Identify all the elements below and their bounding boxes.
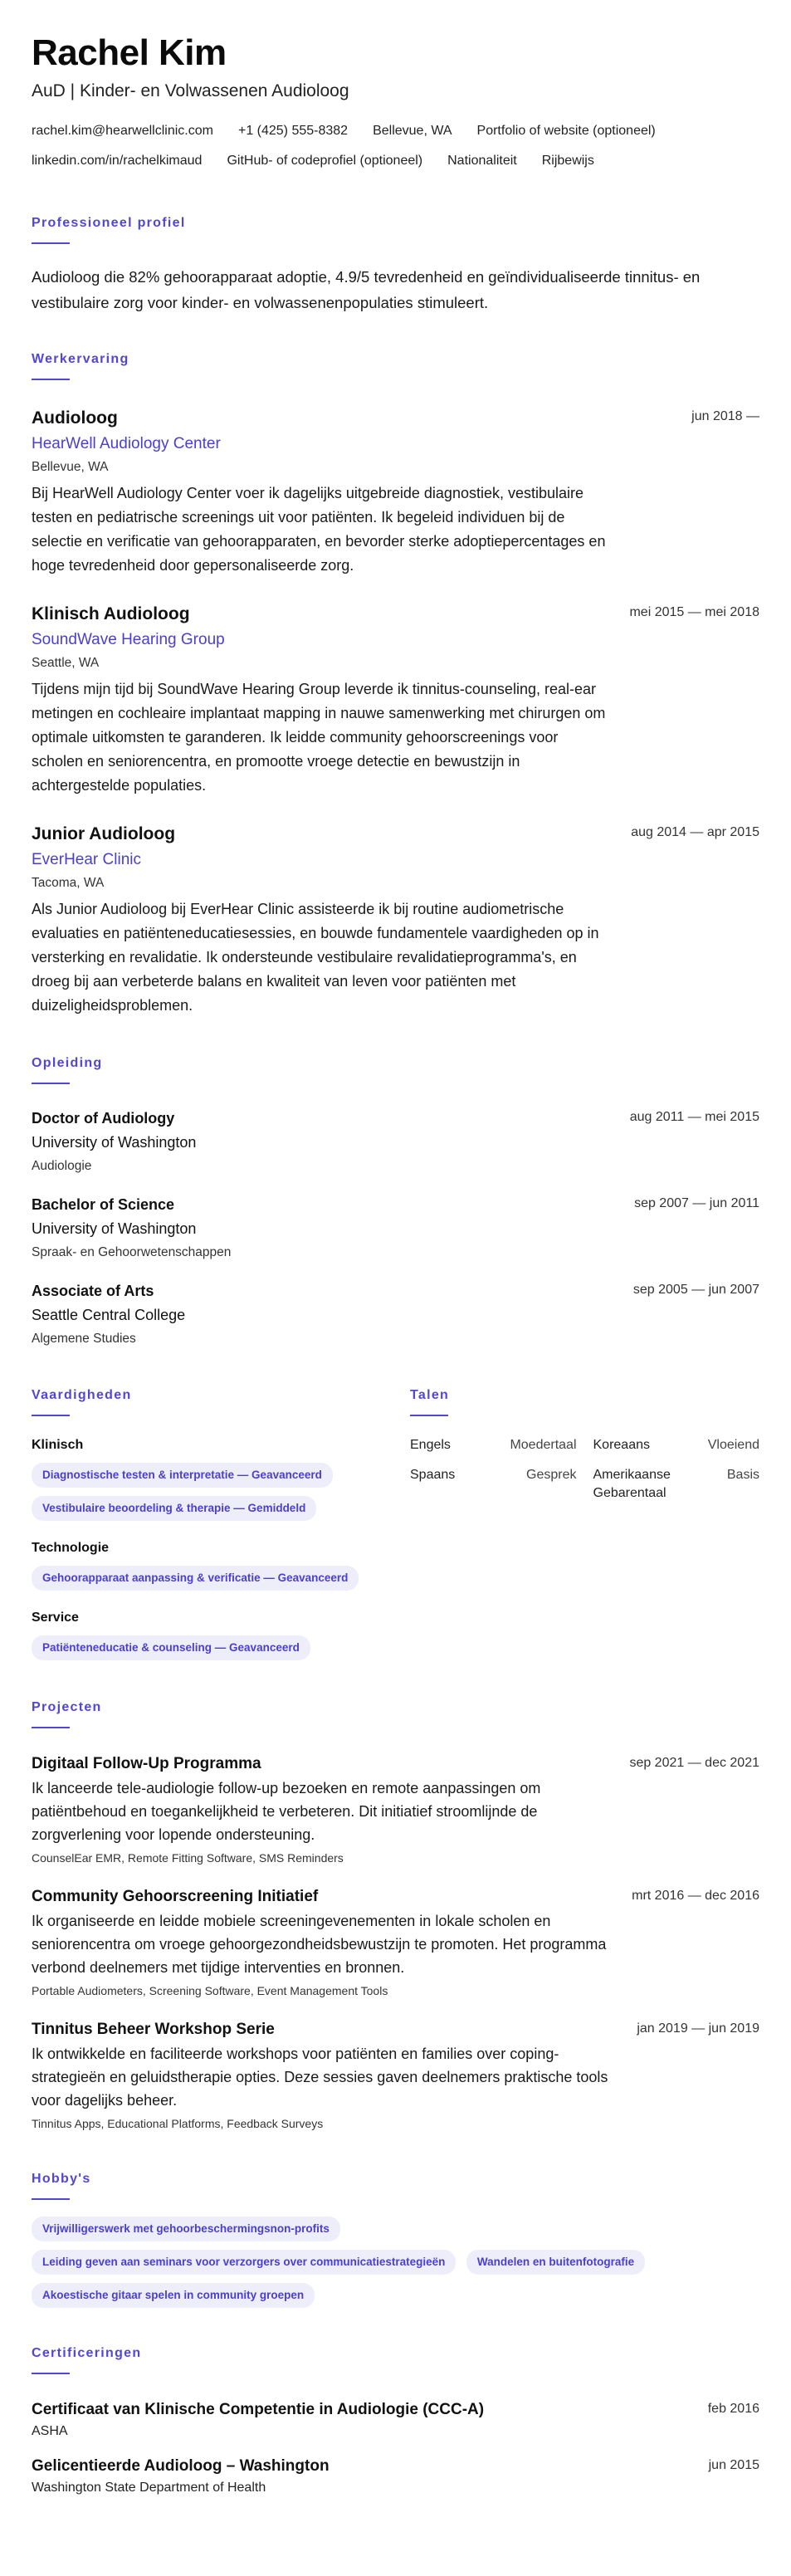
project-title: Tinnitus Beheer Workshop Serie xyxy=(32,2021,275,2038)
education-field: Spraak- en Gehoorwetenschappen xyxy=(32,1245,232,1259)
language-name: Koreaans xyxy=(593,1438,650,1452)
education-school: Seattle Central College xyxy=(32,1307,186,1323)
languages-section xyxy=(410,1386,759,1660)
education-dates: sep 2007 — jun 2011 xyxy=(634,1196,759,1210)
certification-date: feb 2016 xyxy=(707,2402,759,2416)
section-divider xyxy=(32,1727,70,1728)
education-entry xyxy=(32,1280,759,1348)
job-location: Tacoma, WA xyxy=(32,876,105,890)
certification-issuer: ASHA xyxy=(32,2424,68,2438)
skill-category-name: Service xyxy=(32,1611,79,1625)
language-name: Engels xyxy=(410,1438,451,1452)
project-entry xyxy=(32,1753,759,1866)
contact-location: Bellevue, WA xyxy=(373,124,452,138)
skill-chip: Diagnostische testen & interpretatie — Geavanceerd xyxy=(32,1463,333,1488)
education-school: University of Washington xyxy=(32,1134,197,1151)
job-description: Tijdens mijn tijd bij SoundWave Hearing Group leverde ik tinnitus-counseling, real-ear metingen en cochleaire implantaat mapping in nauwe samenwerking met chirurgen om optimale uitkomsten te garanderen. Ik leidde community gehoorscreenings voor scholen en seniorencentra, en promootte vroege detectie en bewustzijn in achtergestelde populaties. xyxy=(32,681,606,794)
education-entry xyxy=(32,1194,759,1262)
project-title: Digitaal Follow-Up Programma xyxy=(32,1755,261,1772)
education-degree: Doctor of Audiology xyxy=(32,1110,175,1127)
summary-text: Audioloog die 82% gehoorapparaat adoptie, 4.9/5 tevredenheid en geïndividualiseerde tinnitus- en vestibulaire zorg voor kinder- en volwassenenpopulaties stimuleert. xyxy=(32,268,701,311)
contact-nationality: Nationaliteit xyxy=(447,154,517,168)
hobby-chip: Vrijwilligerswerk met gehoorbeschermingsnon-profits xyxy=(32,2217,340,2241)
project-description: Ik lanceerde tele-audiologie follow-up bezoeken en remote aanpassingen om patiëntbehoud en toegankelijkheid te verbeteren. Dit initiatief stroomlijnde de zorgverlening voor lopende ondersteuning. xyxy=(32,1780,541,1843)
section-divider xyxy=(32,2373,70,2374)
hobby-chip-list xyxy=(32,2208,759,2308)
project-tools: CounselEar EMR, Remote Fitting Software, SMS Reminders xyxy=(32,1851,344,1865)
section-title-languages: Talen xyxy=(410,1388,450,1402)
certification-entry xyxy=(32,2399,759,2441)
skill-chip-list xyxy=(32,1627,410,1660)
certification-issuer: Washington State Department of Health xyxy=(32,2481,266,2495)
contact-phone[interactable]: +1 (425) 555-8382 xyxy=(237,124,349,138)
section-title-summary: Professioneel profiel xyxy=(32,216,186,230)
candidate-headline: AuD | Kinder- en Volwassenen Audioloog xyxy=(32,81,349,100)
education-dates: sep 2005 — jun 2007 xyxy=(632,1283,759,1297)
job-description: Als Junior Audioloog bij EverHear Clinic assisteerde ik bij routine audiometrische evaluaties en patiënteneducatiesessies, en bouwde fundamentele vaardigheden op in versterking en revalidatie. Ik ondersteunde vestibulaire revalidatieprogramma's, en droeg bij aan verbeterde balans en kwaliteit van leven voor patiënten met duizeligheidsproblemen. xyxy=(32,901,599,1014)
job-dates: jun 2018 — xyxy=(691,409,759,423)
candidate-name: Rachel Kim xyxy=(32,32,227,73)
section-divider xyxy=(410,1415,448,1416)
section-title-certifications: Certificeringen xyxy=(32,2346,142,2360)
language-level: Vloeiend xyxy=(707,1438,759,1452)
hobby-chip: Akoestische gitaar spelen in community groepen xyxy=(32,2283,315,2308)
skill-category-name: Technologie xyxy=(32,1541,110,1555)
contact-email[interactable]: rachel.kim@hearwellclinic.com xyxy=(32,124,213,138)
job-dates: mei 2015 — mei 2018 xyxy=(629,605,759,619)
section-divider xyxy=(32,1415,70,1416)
job-location: Seattle, WA xyxy=(32,656,100,670)
language-name: Amerikaanse Gebarentaal xyxy=(593,1468,671,1500)
education-section xyxy=(32,1054,759,1348)
job-company: HearWell Audiology Center xyxy=(32,435,221,452)
project-tools: Portable Audiometers, Screening Software, Event Management Tools xyxy=(32,1984,388,1997)
experience-section xyxy=(32,350,759,1018)
project-description: Ik organiseerde en leidde mobiele screeningevenementen in lokale scholen en seniorencentra om vroege gehoorgezondheidsbewustzijn te promoten. Het programma verbond deelnemers met tijdige interventies en bronnen. xyxy=(32,1913,607,1976)
language-item xyxy=(593,1436,760,1454)
certification-name: Gelicentieerde Audioloog – Washington xyxy=(32,2457,330,2475)
education-school: University of Washington xyxy=(32,1220,197,1237)
section-divider xyxy=(32,379,70,380)
job-company: SoundWave Hearing Group xyxy=(32,631,225,648)
project-dates: mrt 2016 — dec 2016 xyxy=(632,1889,759,1903)
resume-header xyxy=(32,32,759,171)
skill-chip: Vestibulaire beoordeling & therapie — Gemiddeld xyxy=(32,1496,316,1521)
section-title-hobbies: Hobby's xyxy=(32,2172,91,2186)
education-entry xyxy=(32,1107,759,1176)
section-title-education: Opleiding xyxy=(32,1056,103,1070)
job-entry xyxy=(32,603,759,798)
project-entry xyxy=(32,2019,759,2132)
certification-entry xyxy=(32,2456,759,2497)
job-entry xyxy=(32,407,759,578)
hobby-chip: Wandelen en buitenfotografie xyxy=(466,2250,645,2275)
education-field: Algemene Studies xyxy=(32,1332,136,1346)
job-entry xyxy=(32,823,759,1018)
section-divider xyxy=(32,2198,70,2200)
certification-name: Certificaat van Klinische Competentie in Audiologie (CCC-A) xyxy=(32,2401,485,2418)
language-level: Moedertaal xyxy=(510,1438,577,1452)
certification-date: jun 2015 xyxy=(708,2458,759,2472)
language-list xyxy=(410,1436,759,1503)
project-entry xyxy=(32,1886,759,1999)
projects-section xyxy=(32,1699,759,2132)
skill-category xyxy=(32,1436,410,1521)
section-divider xyxy=(32,242,70,244)
job-title: Junior Audioloog xyxy=(32,824,176,843)
section-title-skills: Vaardigheden xyxy=(32,1388,132,1402)
skills-section xyxy=(32,1386,410,1660)
education-field: Audiologie xyxy=(32,1159,92,1173)
section-divider xyxy=(32,1083,70,1084)
language-name: Spaans xyxy=(410,1468,456,1482)
job-location: Bellevue, WA xyxy=(32,460,109,474)
skill-chip-list xyxy=(32,1454,410,1521)
contact-linkedin[interactable]: linkedin.com/in/rachelkimaud xyxy=(32,154,203,168)
project-dates: jan 2019 — jun 2019 xyxy=(637,2021,759,2036)
project-dates: sep 2021 — dec 2021 xyxy=(629,1756,759,1770)
skill-category xyxy=(32,1539,410,1591)
hobby-chip: Leiding geven aan seminars voor verzorgers over communicatiestrategieën xyxy=(32,2250,456,2275)
project-description: Ik ontwikkelde en faciliteerde workshops voor patiënten en families over coping-strategieën en geluidstherapie opties. Deze sessies gaven deelnemers praktische tools voor dagelijks beheer. xyxy=(32,2046,608,2109)
hobbies-section xyxy=(32,2170,759,2308)
section-title-projects: Projecten xyxy=(32,1700,102,1714)
education-dates: aug 2011 — mei 2015 xyxy=(629,1110,759,1124)
job-description: Bij HearWell Audiology Center voer ik dagelijks uitgebreide diagnostiek, vestibulaire testen en pediatrische screenings uit voor patiënten. Ik begeleid individuen bij de selectie en verificatie van gehoorapparaten, en bevorder sterke adoptiepercentages en hoge tevredenheid door gepersonaliseerde zorg. xyxy=(32,485,606,574)
skills-languages-row xyxy=(32,1386,759,1660)
skill-chip: Gehoorapparaat aanpassing & verificatie — Geavanceerd xyxy=(32,1566,359,1591)
contact-drivers-license: Rijbewijs xyxy=(541,154,594,168)
skill-category xyxy=(32,1609,410,1660)
language-level: Basis xyxy=(726,1468,759,1482)
skill-chip-list xyxy=(32,1557,410,1591)
language-item xyxy=(410,1466,577,1503)
job-title: Audioloog xyxy=(32,408,118,428)
skill-chip: Patiënteneducatie & counseling — Geavanceerd xyxy=(32,1635,310,1660)
skill-category-name: Klinisch xyxy=(32,1438,84,1452)
education-degree: Associate of Arts xyxy=(32,1283,154,1299)
job-company: EverHear Clinic xyxy=(32,851,141,868)
section-title-experience: Werkervaring xyxy=(32,352,129,366)
job-dates: aug 2014 — apr 2015 xyxy=(631,825,759,839)
certifications-section xyxy=(32,2344,759,2497)
language-item xyxy=(593,1466,760,1503)
project-title: Community Gehoorscreening Initiatief xyxy=(32,1888,319,1905)
language-level: Gesprek xyxy=(526,1468,577,1482)
language-item xyxy=(410,1436,577,1454)
project-tools: Tinnitus Apps, Educational Platforms, Feedback Surveys xyxy=(32,2117,324,2130)
contact-portfolio[interactable]: Portfolio of website (optioneel) xyxy=(476,124,656,138)
education-degree: Bachelor of Science xyxy=(32,1196,175,1213)
contact-github[interactable]: GitHub- of codeprofiel (optioneel) xyxy=(227,154,423,168)
summary-section xyxy=(32,214,759,315)
job-title: Klinisch Audioloog xyxy=(32,604,190,623)
contact-list xyxy=(32,121,759,171)
